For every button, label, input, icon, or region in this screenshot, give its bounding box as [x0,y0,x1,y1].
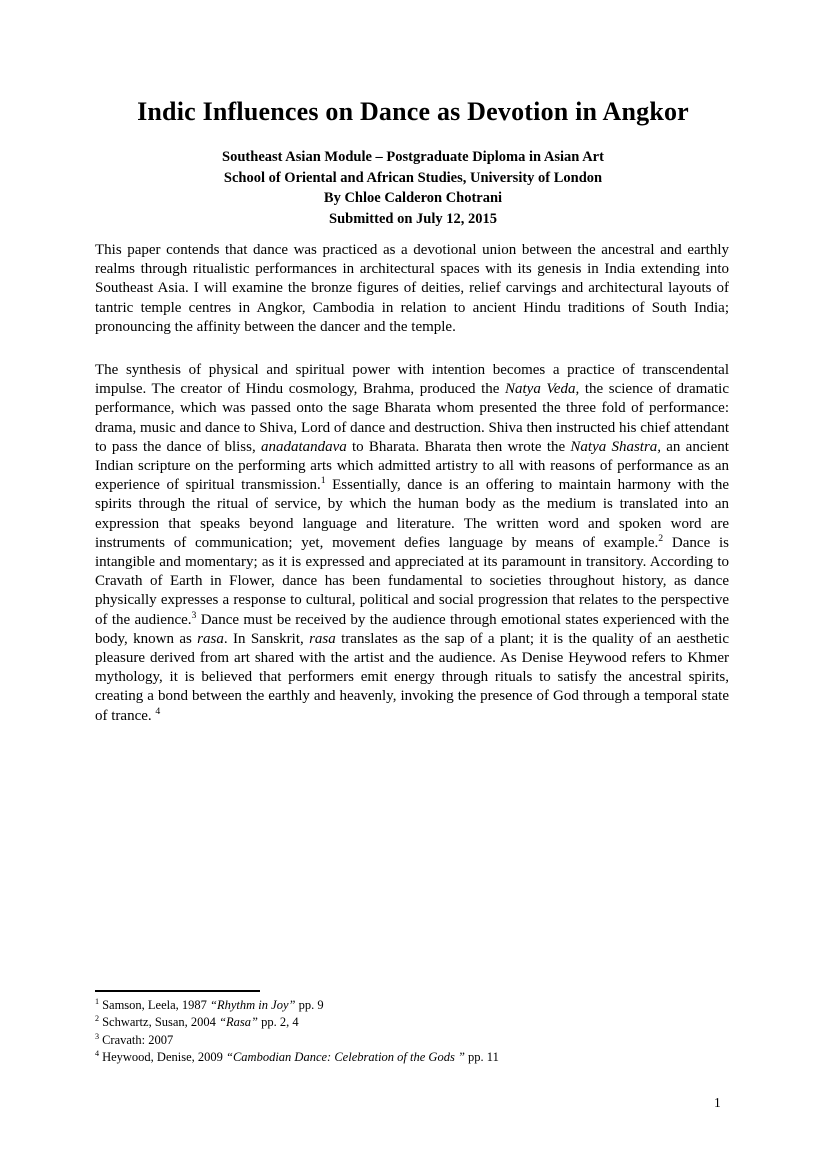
byline-line-module: Southeast Asian Module – Postgraduate Diploma in Asian Art [222,149,604,165]
footnote-separator [95,990,260,992]
footnotes-block [95,997,729,1067]
byline-line-school: School of Oriental and African Studies, University of London [223,169,603,186]
byline-line-submitted: Submitted on July 12, 2015 [329,211,497,228]
footnote-text: Heywood, Denise, 2009 “Cambodian Dance: Celebration of the Gods ” pp. 11 [102,1050,499,1065]
byline-line-author: By Chloe Calderon Chotrani [323,190,503,207]
footnote-text: Samson, Leela, 1987 “Rhythm in Joy” pp. 9 [102,998,324,1012]
footnote-marker: 2 [95,1014,100,1024]
paragraph-abstract: This paper contends that dance was practiced as a devotional union between the ancestral and earthly realms through ritualistic performances in architectural spaces with its genesis in India extending into Southeast Asia. I will examine the bronze figures of deities, relief carvings and architectural layouts of tantric temple centres in Angkor, Cambodia in relation to ancient Hindu traditions of South India; pronouncing the affinity between the dancer and the temple. [95,242,729,335]
footnote-marker: 4 [95,1049,100,1059]
body-text [95,241,729,726]
footnote [95,1049,729,1066]
footnote [95,1014,729,1031]
byline-block [0,147,826,230]
footnote-marker: 3 [95,1031,100,1041]
page-title: Indic Influences on Dance as Devotion in Angkor [137,97,689,126]
footnote-text: Schwartz, Susan, 2004 “Rasa” pp. 2, 4 [102,1015,299,1030]
page-number: 1 [714,1095,721,1110]
paragraph-body: The synthesis of physical and spiritual power with intention becomes a practice of transcendental impulse. The creator of Hindu cosmology, Brahma, produced the Natya Veda, the science of dramatic performance, which was passed onto the sage Bharata whom presented the three fold of performance: drama, music and dance to Shiva, Lord of dance and destruction. Shiva then instructed his chief attendant to pass the dance of bliss, anadatandava to Bharata. Bharata then wrote the Natya Shastra, an ancient Indian scripture on the performing arts which admitted artistry to all with reasons of performance as an experience of spiritual transmission.$^1$ Essentially, dance is an offering to maintain harmony with the spirits through the ritual of service, by which the human body as the medium is translated into an expression that speaks beyond language and literature. The written word and spoken word are instruments of communication; yet, movement defies language by means of example.$^2$ Dance is intangible and momentary; as it is expressed and appreciated at its paramount in transitory. According to Cravath of Earth in Flower, dance has been fundamental to societies throughout history, as dance physically expresses a response to cultural, political and social progression that relates to the perspective of the audience.$^3$ Dance must be received by the audience through emotional states experienced with the body, known as rasa. In Sanskrit, rasa translates as the sap of a plant; it is the quality of an aesthetic pleasure derived from art shared with the artist and the audience. As Denise Heywood refers to Khmer mythology, it is believed that performers emit energy through rituals to satisfy the ancestral spirits, creating a bond between the earthly and heavenly, invoking the presence of God through a temporal state of trance. $^4$ [95,362,730,724]
footnote [95,997,729,1014]
footnote-text: Cravath: 2007 [102,1032,174,1047]
footnote-marker: 1 [95,996,100,1006]
footnote [95,1032,729,1049]
